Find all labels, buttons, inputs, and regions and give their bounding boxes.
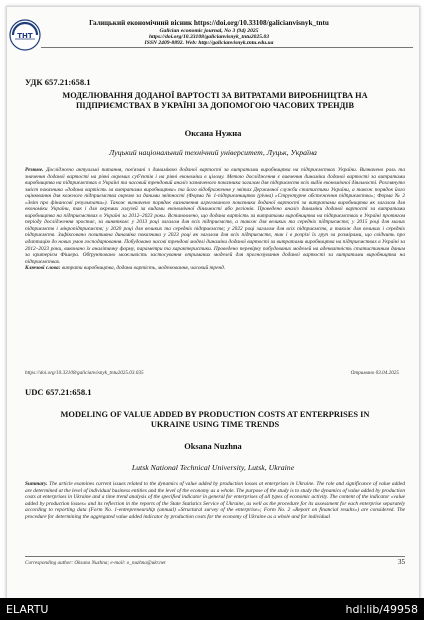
author-name-ukrainian: Оксана Нужна xyxy=(184,128,242,138)
logo-text: ТНТ xyxy=(17,32,33,40)
journal-header xyxy=(41,17,413,48)
journal-logo-icon xyxy=(9,19,41,51)
article-doi-link[interactable]: https://doi.org/10.33108/galicianvisnyk_tntu2025.03.035 xyxy=(25,370,144,376)
repository-name: ELARTU xyxy=(6,603,49,616)
journal-title-line: Галицький економічний вісник https://doi.org/10.33108/galicianvisnyk_tntu xyxy=(89,19,329,27)
issue-doi-line: https://doi.org/10.33108/galicianvisnyk_tntu2025.03 xyxy=(148,33,270,40)
handle-id[interactable]: hdl:lib/49958 xyxy=(345,603,418,616)
abstract-text: Досліджено актуальні питання, пов'язані з динамікою доданої вартості за витратами виробництва на підприємствах України. Визначено роль та значення доданої вартості на рівні окремих суб'єктів і на рівні економіки в цілому. Метою дослідження є вивчення динаміки доданої вартості за витратами виробництва на підприємствах в Україні та часовий трендовий аналіз зазначеного показника загалом для підприємств всіх видів економічної діяльності. Розглянуто зміст показника «додана вартість за витратами виробництва» та його відображення у звітах Державної служби статистики України, а також порядок його оцінювання для кожного підприємства окремо за даними звітності (Форма № 1-підприємництво (річна) «Структурне обстеження підприємства»; Форма № 2 «Звіт про фінансові результати»). Також визначено порядок визначення агрегованого показника доданої вартості за витратами виробництва як загалом для економіки України, так і для окремих галузей за видами економічної діяльності або регіонів. Проведено аналіз динаміки доданої вартості за витратами виробництва на підприємствах в Україні за 2012–2023 роки. Встановлено, що додана вартість за витратами виробництва на підприємствах в Україні протягом періоду дослідження зростає, за винятком: у 2013 році загалом для всіх підприємств, а також для великих та середніх підприємств; у 2015 році для малих підприємств і мікропідприємств; у 2020 році для великих та середніх підприємств; у 2022 році загалом для всіх підприємств, а також для великих і середніх підприємств. Зафіксовано позитивна динаміка показника у 2023 році як загалом для всіх підприємств, так і в розрізі їх груп за розмірами, що свідчить про адаптацію до нових умов господарювання. Побудовано часові трендові моделі динаміки доданої вартості за витратами виробництва на підприємствах в Україні за 2012–2023 роки, виконано їх аналітичну форму, параметри та характеристики. Проведено перевірку побудованих моделей на адекватність статистичним даним за критерієм Фішера. Обґрунтовано можливість застосування отриманих моделей для прогнозування доданої вартості за витратами виробництва на підприємствах. xyxy=(25,167,405,265)
header-text xyxy=(59,19,359,47)
issn-web-line: ISSN 2409-8892. Web: http://galicianvisnyk.tntu.edu.ua xyxy=(144,40,274,47)
watermark-bar xyxy=(0,598,424,620)
article-title-english: MODELING OF VALUE ADDED BY PRODUCTION COSTS AT ENTERPRISES IN UKRAINE USING TIME TRENDS xyxy=(60,410,370,430)
corresponding-author: Corresponding author: Oksana Nuzhna; e-mail: o_nuzhna@ukr.net xyxy=(25,560,166,566)
keywords-label: Ключові слова: xyxy=(25,265,61,272)
keywords-text: витрати виробництва, додана вартість, моделювання, часовий тренд. xyxy=(61,265,226,272)
summary-text: The article examines current issues related to the dynamics of value added by production losses at enterprises in Ukraine. The role and significance of value added are determined at the level of individual business entities and the level of the economy as a whole. The purpose of the study is to study the dynamics of value added by production costs at enterprises in Ukraine and a time trend analysis of the specified indicator in general for enterprises of all types of economic activity. The content of the indicator «value added by production losses» and its reflection in the reports of the State Statistics Service of Ukraine, as well as the procedure for its assessment for each enterprise separately according to reporting data (Form No. 1-entrepreneurship (annual) «Structural survey of the enterprise»; Form No. 2 «Report on financial results») are considered. The procedure for determining the aggregated value added indicator by production costs for the economy of Ukraine as a whole and for individual xyxy=(25,481,405,520)
doi-line xyxy=(25,370,405,376)
abstract-label: Резюме. xyxy=(25,167,44,173)
journal-issue-line: Galician economic journal, No 3 (94) 2025 xyxy=(159,27,259,34)
footer-divider xyxy=(25,556,405,557)
summary-english xyxy=(25,481,405,521)
affiliation-english: Lutsk National Technical University, Lutsk, Ukraine xyxy=(131,463,295,472)
paper-page xyxy=(6,6,420,600)
udc-code: UDC 657.21:658.1 xyxy=(25,387,92,397)
article-title-ukrainian: МОДЕЛЮВАННЯ ДОДАНОЇ ВАРТОСТІ ЗА ВИТРАТАМИ ВИРОБНИЦТВА НА ПІДПРИЄМСТВАХ В УКРАЇНІ ЗА ДОПОМОГОЮ ЧАСОВИХ ТРЕНДІВ xyxy=(62,91,368,111)
udk-code: УДК 657.21:658.1 xyxy=(25,77,91,87)
author-name-english: Oksana Nuzhna xyxy=(184,442,242,451)
received-date: Отримано 03.04.2025 xyxy=(350,370,399,376)
page-number: 35 xyxy=(398,558,405,566)
affiliation-ukrainian: Луцький національний технічний університет, Луцьк, Україна xyxy=(109,148,317,157)
summary-label: Summary. xyxy=(25,481,48,487)
abstract-ukrainian xyxy=(25,167,405,272)
